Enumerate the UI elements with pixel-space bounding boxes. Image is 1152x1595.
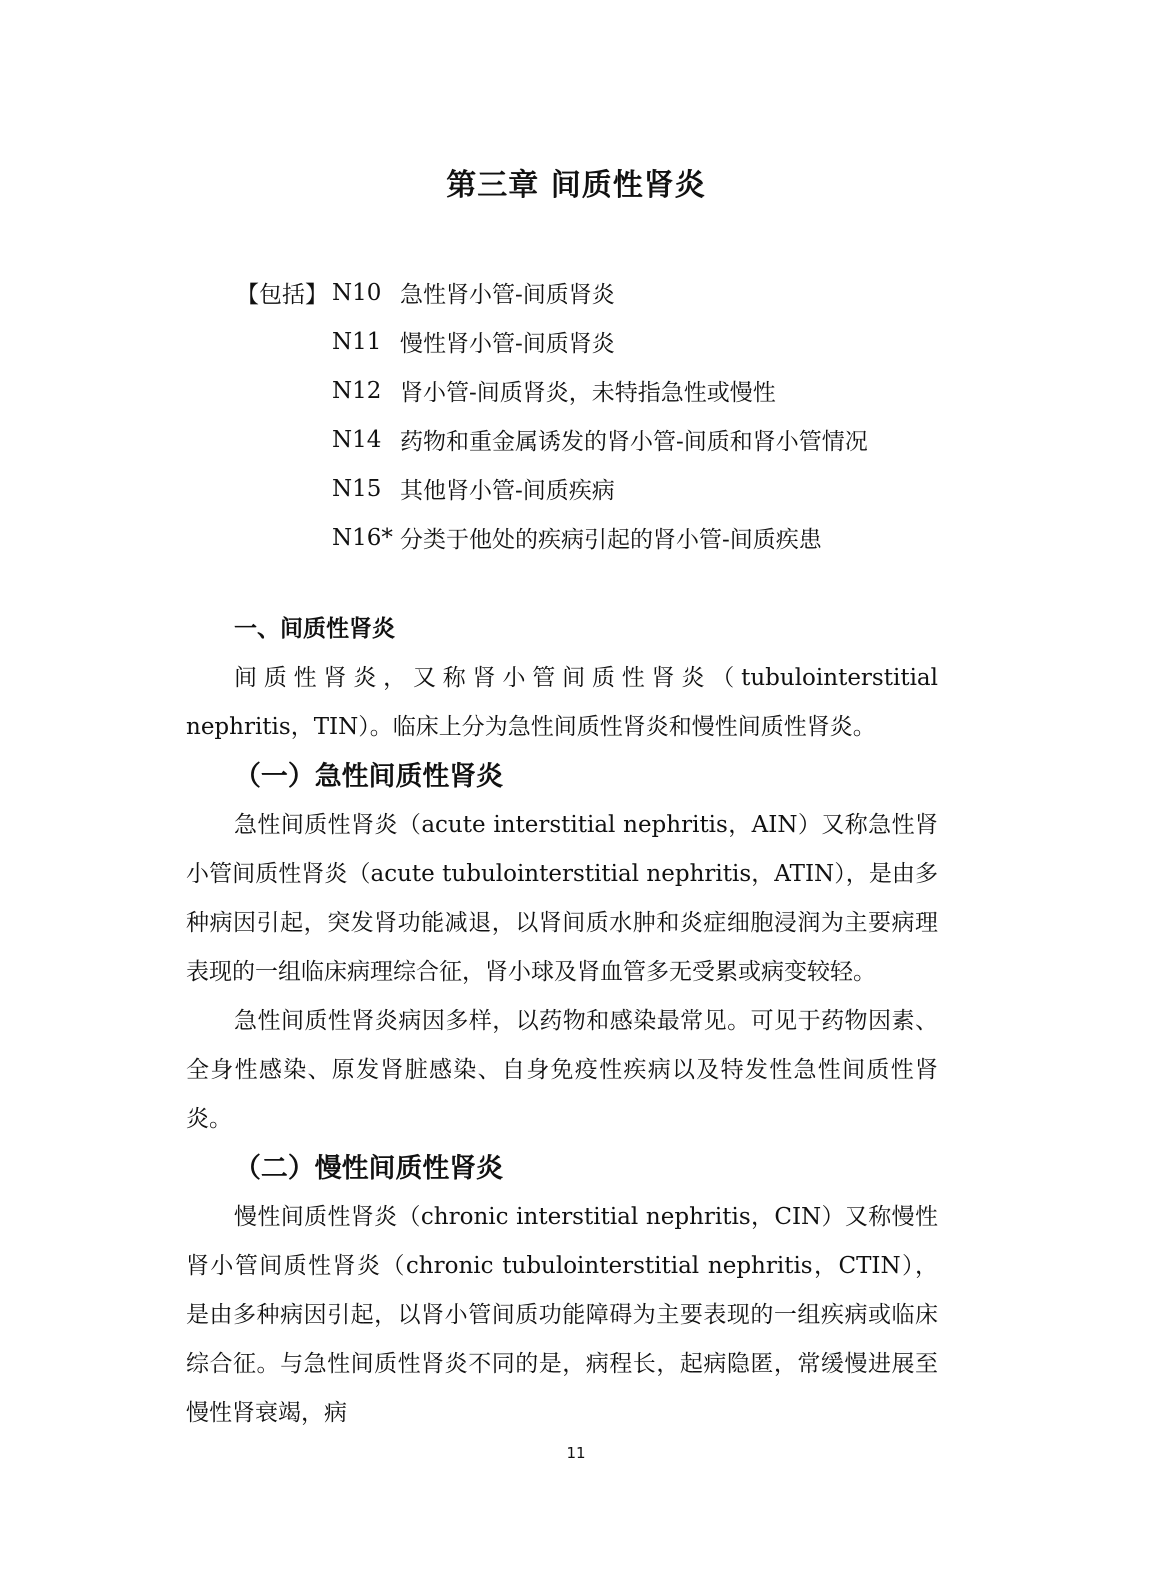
- paragraph: 间质性肾炎，又称肾小管间质性肾炎（tubulointerstitial nephritis，TIN）。临床上分为急性间质性肾炎和慢性间质性肾炎。: [186, 665, 938, 740]
- includes-code: N16*: [332, 524, 393, 551]
- subsection-heading: （二）慢性间质性肾炎: [234, 1153, 504, 1184]
- section-heading: 一、间质性肾炎: [234, 616, 395, 642]
- includes-code: N11: [332, 328, 382, 355]
- includes-code: N12: [332, 377, 382, 404]
- includes-desc: 急性肾小管-间质肾炎: [400, 282, 615, 308]
- paragraph: 急性间质性肾炎（acute interstitial nephritis，AIN）又称急性肾小管间质性肾炎（acute tubulointerstitial nephritis，ATIN），是由多种病因引起，突发肾功能减退，以肾间质水肿和炎症细胞浸润为主要病理表现的一组临床病理综合征，肾小球及肾血管多无受累或病变较轻。: [186, 812, 938, 985]
- body-text: [186, 605, 938, 1438]
- includes-item: [236, 464, 956, 513]
- includes-desc: 慢性肾小管-间质肾炎: [400, 331, 615, 357]
- includes-desc: 药物和重金属诱发的肾小管-间质和肾小管情况: [400, 429, 868, 455]
- includes-item: [236, 415, 956, 464]
- includes-list: [236, 268, 956, 562]
- subsection-heading: （一）急性间质性肾炎: [234, 761, 504, 792]
- chapter-title: 第三章 间质性肾炎: [446, 168, 706, 203]
- page-number: 11: [566, 1444, 586, 1462]
- includes-code: N15: [332, 475, 382, 502]
- includes-code: N14: [332, 426, 382, 453]
- includes-item: [236, 366, 956, 415]
- includes-desc: 其他肾小管-间质疾病: [400, 478, 615, 504]
- includes-desc: 肾小管-间质肾炎，未特指急性或慢性: [400, 380, 776, 406]
- includes-item: [236, 513, 956, 562]
- includes-prefix: 【包括】: [236, 282, 328, 308]
- includes-desc: 分类于他处的疾病引起的肾小管-间质疾患: [400, 527, 822, 553]
- includes-item: [236, 317, 956, 366]
- paragraph: 急性间质性肾炎病因多样，以药物和感染最常见。可见于药物因素、全身性感染、原发肾脏感染、自身免疫性疾病以及特发性急性间质性肾炎。: [186, 1008, 938, 1132]
- includes-item: [236, 268, 956, 317]
- paragraph: 慢性间质性肾炎（chronic interstitial nephritis，CIN）又称慢性肾小管间质性肾炎（chronic tubulointerstitial nephritis，CTIN），是由多种病因引起，以肾小管间质功能障碍为主要表现的一组疾病或临床综合征。与急性间质性肾炎不同的是，病程长，起病隐匿，常缓慢进展至慢性肾衰竭，病: [186, 1204, 938, 1426]
- includes-code: N10: [332, 279, 382, 306]
